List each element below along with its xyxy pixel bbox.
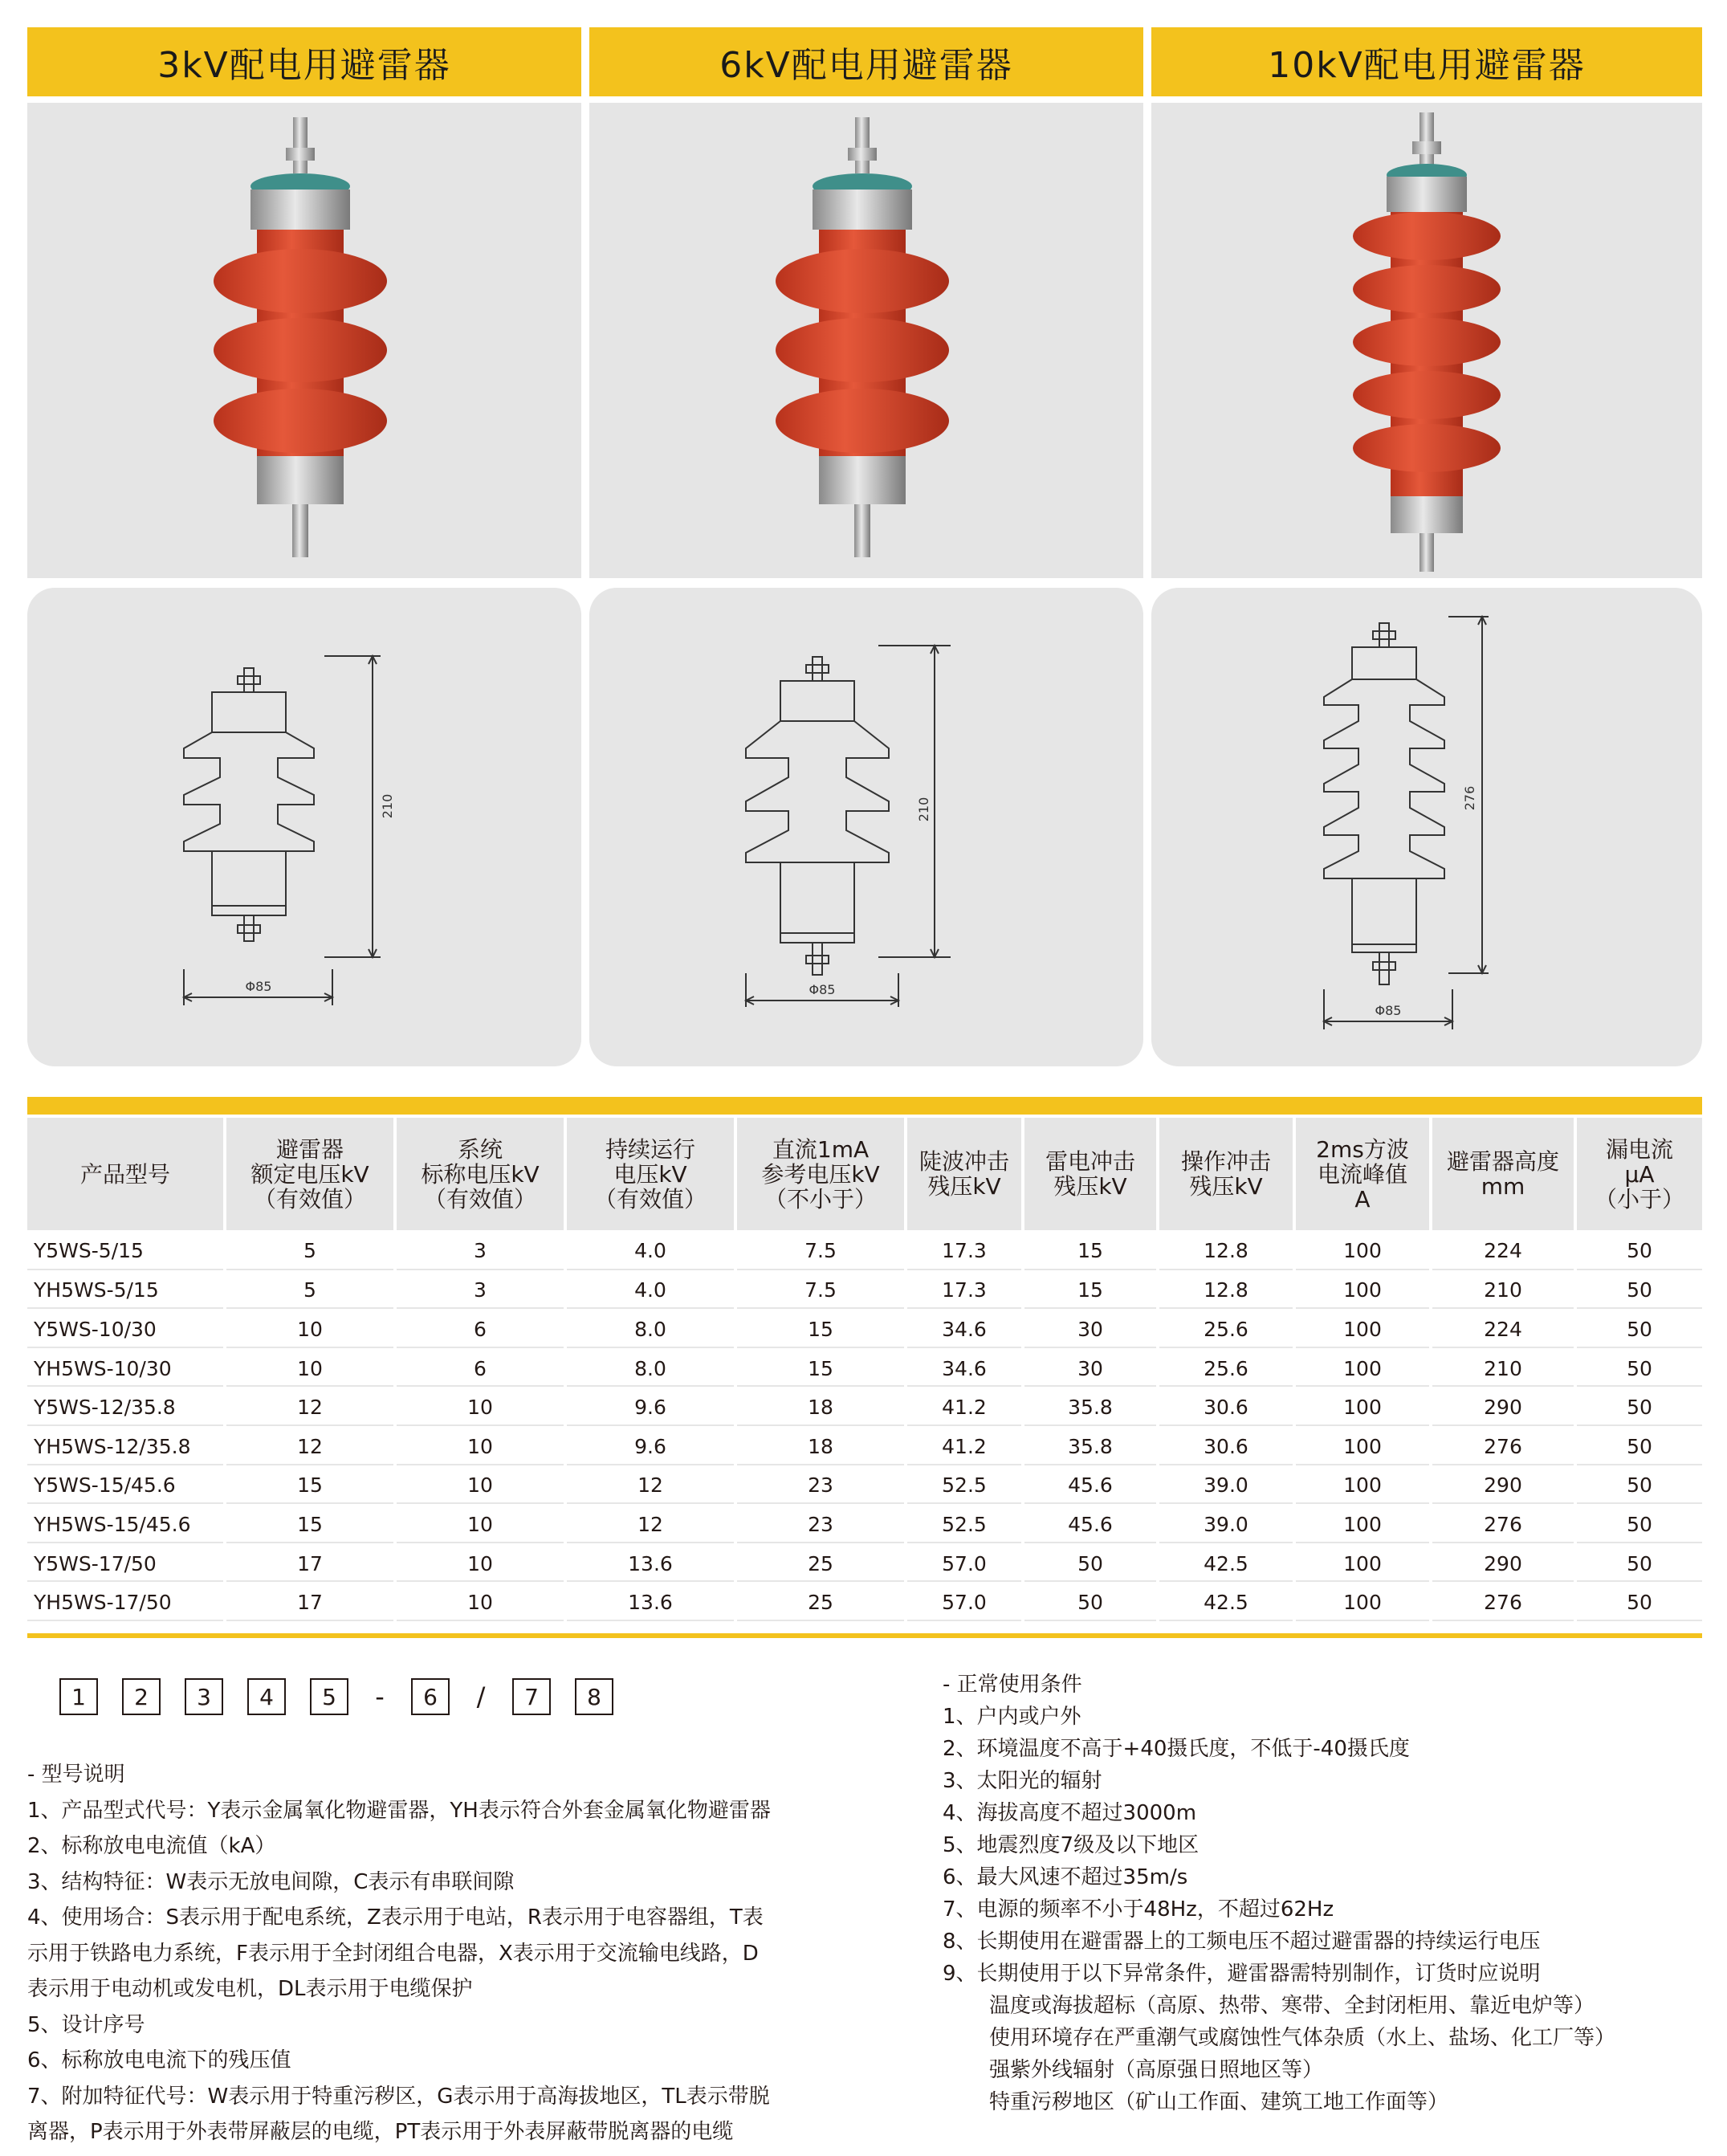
table-row — [27, 1503, 1702, 1543]
value-cell: 45.6 — [1023, 1503, 1158, 1543]
value-cell: 23 — [735, 1465, 906, 1504]
value-cell: 50 — [1575, 1543, 1702, 1582]
value-cell: 18 — [735, 1425, 906, 1465]
value-cell: 276 — [1431, 1503, 1575, 1543]
model-notes-title: - 型号说明 — [27, 1763, 125, 1787]
column-header — [1575, 1118, 1702, 1230]
value-cell: 34.6 — [906, 1347, 1023, 1387]
value-cell: 100 — [1294, 1386, 1431, 1425]
value-cell: 15 — [225, 1503, 395, 1543]
value-cell: 30.6 — [1158, 1425, 1294, 1465]
condition-line: 1、户内或户外 — [943, 1705, 1081, 1729]
value-cell: 276 — [1431, 1425, 1575, 1465]
header-6kv: 6kV配电用避雷器 — [589, 27, 1143, 96]
condition-line: 3、太阳光的辐射 — [943, 1769, 1102, 1793]
column-header — [27, 1118, 225, 1230]
value-cell: 10 — [395, 1465, 565, 1504]
value-cell: 10 — [395, 1425, 565, 1465]
value-cell: 39.0 — [1158, 1503, 1294, 1543]
column-header-line: 持续运行 — [605, 1135, 695, 1163]
condition-line: 8、长期使用在避雷器上的工频电压不超过避雷器的持续运行电压 — [943, 1930, 1541, 1954]
column-header — [1158, 1118, 1294, 1230]
model-cell: YH5WS-10/30 — [27, 1347, 225, 1387]
table-row — [27, 1581, 1702, 1620]
value-cell: 12 — [565, 1503, 735, 1543]
photo-3kv-arrester — [27, 103, 581, 578]
photo-6kv-arrester — [589, 103, 1143, 578]
column-header-line: 参考电压kV — [761, 1160, 880, 1188]
value-cell: 34.6 — [906, 1308, 1023, 1347]
model-cell: YH5WS-17/50 — [27, 1581, 225, 1620]
value-cell: 15 — [735, 1308, 906, 1347]
model-cell: Y5WS-12/35.8 — [27, 1386, 225, 1425]
value-cell: 224 — [1431, 1308, 1575, 1347]
column-header-line: 电压kV — [613, 1160, 687, 1188]
note-line: 4、使用场合：S表示用于配电系统，Z表示用于电站，R表示用于电容器组，T表 — [27, 1905, 764, 1930]
column-header-line: 避雷器高度 — [1446, 1148, 1559, 1175]
value-cell: 10 — [225, 1347, 395, 1387]
value-cell: 50 — [1023, 1543, 1158, 1582]
value-cell: 30.6 — [1158, 1386, 1294, 1425]
column-header-line: 系统 — [457, 1135, 503, 1163]
height-label-3kv: 210 — [380, 793, 395, 819]
column-header-line: 电流峰值 — [1317, 1160, 1407, 1188]
value-cell: 25.6 — [1158, 1347, 1294, 1387]
value-cell: 30 — [1023, 1347, 1158, 1387]
column-header — [565, 1118, 735, 1230]
arrester-3kv-illustration — [27, 103, 581, 578]
value-cell: 3 — [395, 1270, 565, 1309]
value-cell: 5 — [225, 1270, 395, 1309]
code-box: 3 — [185, 1678, 223, 1715]
value-cell: 25 — [735, 1581, 906, 1620]
table-row — [27, 1230, 1702, 1270]
header-10kv: 10kV配电用避雷器 — [1151, 27, 1702, 96]
column-header — [1023, 1118, 1158, 1230]
value-cell: 42.5 — [1158, 1543, 1294, 1582]
value-cell: 100 — [1294, 1465, 1431, 1504]
column-header — [225, 1118, 395, 1230]
value-cell: 23 — [735, 1503, 906, 1543]
column-header — [1431, 1118, 1575, 1230]
condition-line: 7、电源的频率不小于48Hz，不超过62Hz — [943, 1897, 1334, 1922]
table-row — [27, 1425, 1702, 1465]
arrester-10kv-illustration — [1151, 103, 1702, 578]
value-cell: 9.6 — [565, 1386, 735, 1425]
code-box: 4 — [247, 1678, 286, 1715]
value-cell: 41.2 — [906, 1425, 1023, 1465]
table-row — [27, 1270, 1702, 1309]
value-cell: 17 — [225, 1543, 395, 1582]
value-cell: 12 — [225, 1425, 395, 1465]
value-cell: 15 — [735, 1347, 906, 1387]
value-cell: 13.6 — [565, 1543, 735, 1582]
table-top-bar — [27, 1097, 1702, 1115]
model-cell: Y5WS-10/30 — [27, 1308, 225, 1347]
column-header-line: 残压kV — [927, 1173, 1001, 1200]
value-cell: 10 — [395, 1386, 565, 1425]
value-cell: 42.5 — [1158, 1581, 1294, 1620]
value-cell: 5 — [225, 1230, 395, 1270]
column-header-line: 产品型号 — [79, 1160, 170, 1188]
note-line: 1、产品型式代号：Y表示金属氧化物避雷器，YH表示符合外套金属氧化物避雷器 — [27, 1798, 771, 1823]
photo-10kv-arrester — [1151, 103, 1702, 578]
value-cell: 18 — [735, 1386, 906, 1425]
diameter-label-6kv: Φ85 — [809, 982, 836, 997]
value-cell: 50 — [1575, 1308, 1702, 1347]
value-cell: 9.6 — [565, 1425, 735, 1465]
value-cell: 4.0 — [565, 1230, 735, 1270]
value-cell: 290 — [1431, 1465, 1575, 1504]
value-cell: 12.8 — [1158, 1230, 1294, 1270]
note-line: 离器，P表示用于外表带屏蔽层的电缆，PT表示用于外表屏蔽带脱离器的电缆 — [27, 2120, 734, 2144]
code-box: 6 — [411, 1678, 450, 1715]
model-cell: Y5WS-5/15 — [27, 1230, 225, 1270]
arrester-6kv-illustration — [589, 103, 1143, 578]
note-line: 7、附加特征代号：W表示用于特重污秽区，G表示用于高海拔地区，TL表示带脱 — [27, 2084, 770, 2109]
column-header-line: （有效值） — [593, 1185, 707, 1212]
value-cell: 15 — [1023, 1230, 1158, 1270]
value-cell: 100 — [1294, 1543, 1431, 1582]
value-cell: 50 — [1575, 1270, 1702, 1309]
value-cell: 13.6 — [565, 1581, 735, 1620]
column-header-line: 避雷器 — [275, 1135, 344, 1163]
column-header-line: 雷电冲击 — [1045, 1148, 1135, 1175]
value-cell: 100 — [1294, 1503, 1431, 1543]
value-cell: 35.8 — [1023, 1425, 1158, 1465]
value-cell: 30 — [1023, 1308, 1158, 1347]
value-cell: 15 — [225, 1465, 395, 1504]
note-line: 2、标称放电电流值（kA） — [27, 1834, 276, 1858]
value-cell: 100 — [1294, 1308, 1431, 1347]
height-label-6kv: 210 — [916, 797, 931, 822]
drawing-10kv — [1151, 588, 1702, 1066]
value-cell: 276 — [1431, 1581, 1575, 1620]
condition-line: 6、最大风速不超过35m/s — [943, 1865, 1188, 1889]
value-cell: 100 — [1294, 1581, 1431, 1620]
diameter-label-10kv: Φ85 — [1375, 1003, 1402, 1018]
model-notes — [27, 1757, 862, 2150]
value-cell: 290 — [1431, 1386, 1575, 1425]
note-line: 6、标称放电电流下的残压值 — [27, 2048, 291, 2072]
value-cell: 17 — [225, 1581, 395, 1620]
code-box: 8 — [575, 1678, 613, 1715]
table-row — [27, 1308, 1702, 1347]
value-cell: 8.0 — [565, 1308, 735, 1347]
value-cell: 6 — [395, 1347, 565, 1387]
code-separator-slash: / — [476, 1681, 486, 1712]
column-header — [735, 1118, 906, 1230]
drawing-3kv — [27, 588, 581, 1066]
value-cell: 25 — [735, 1543, 906, 1582]
column-header-line: 标称电压kV — [421, 1160, 540, 1188]
value-cell: 50 — [1575, 1581, 1702, 1620]
note-line: 表示用于电动机或发电机，DL表示用于电缆保护 — [27, 1977, 473, 2001]
value-cell: 210 — [1431, 1270, 1575, 1309]
value-cell: 50 — [1575, 1425, 1702, 1465]
value-cell: 50 — [1575, 1503, 1702, 1543]
value-cell: 100 — [1294, 1347, 1431, 1387]
value-cell: 12 — [565, 1465, 735, 1504]
condition-line: 5、地震烈度7级及以下地区 — [943, 1833, 1200, 1857]
table-bottom-bar — [27, 1633, 1702, 1638]
value-cell: 3 — [395, 1230, 565, 1270]
value-cell: 17.3 — [906, 1270, 1023, 1309]
value-cell: 57.0 — [906, 1543, 1023, 1582]
note-line: 5、设计序号 — [27, 2012, 145, 2037]
height-label-10kv: 276 — [1462, 785, 1477, 811]
table-row — [27, 1386, 1702, 1425]
condition-sub-line: 特重污秽地区（矿山工作面、建筑工地工作面等） — [989, 2090, 1449, 2114]
table-body — [27, 1230, 1702, 1620]
value-cell: 25.6 — [1158, 1308, 1294, 1347]
value-cell: 15 — [1023, 1270, 1158, 1309]
value-cell: 50 — [1575, 1386, 1702, 1425]
note-line: 3、结构特征：W表示无放电间隙，C表示有串联间隙 — [27, 1869, 515, 1894]
table-row — [27, 1465, 1702, 1504]
condition-line: 9、长期使用于以下异常条件，避雷器需特别制作，订货时应说明 — [943, 1962, 1541, 1986]
table-row — [27, 1347, 1702, 1387]
model-cell: YH5WS-5/15 — [27, 1270, 225, 1309]
value-cell: 100 — [1294, 1230, 1431, 1270]
code-separator-dash: - — [375, 1681, 385, 1712]
condition-line: 2、环境温度不高于+40摄氏度，不低于-40摄氏度 — [943, 1737, 1410, 1761]
value-cell: 7.5 — [735, 1230, 906, 1270]
value-cell: 17.3 — [906, 1230, 1023, 1270]
conditions-title: - 正常使用条件 — [943, 1673, 1082, 1697]
column-header-line: （不小于） — [764, 1185, 877, 1212]
value-cell: 50 — [1575, 1465, 1702, 1504]
model-cell: YH5WS-12/35.8 — [27, 1425, 225, 1465]
column-header-line: A — [1354, 1185, 1371, 1212]
value-cell: 41.2 — [906, 1386, 1023, 1425]
code-box: 7 — [512, 1678, 551, 1715]
value-cell: 45.6 — [1023, 1465, 1158, 1504]
model-cell: YH5WS-15/45.6 — [27, 1503, 225, 1543]
table-row — [27, 1543, 1702, 1582]
value-cell: 7.5 — [735, 1270, 906, 1309]
condition-sub-line: 使用环境存在严重潮气或腐蚀性气体杂质（水上、盐场、化工厂等） — [989, 2026, 1616, 2050]
model-cell: Y5WS-17/50 — [27, 1543, 225, 1582]
drawing-6kv — [589, 588, 1143, 1066]
value-cell: 10 — [225, 1308, 395, 1347]
value-cell: 50 — [1575, 1347, 1702, 1387]
value-cell: 224 — [1431, 1230, 1575, 1270]
model-code — [59, 1678, 637, 1715]
code-box: 2 — [122, 1678, 161, 1715]
table-header-row — [27, 1118, 1702, 1230]
value-cell: 10 — [395, 1543, 565, 1582]
value-cell: 8.0 — [565, 1347, 735, 1387]
column-header-line: μA — [1624, 1160, 1655, 1188]
column-header — [395, 1118, 565, 1230]
column-header-line: 残压kV — [1053, 1173, 1127, 1200]
column-header-line: 陡波冲击 — [918, 1148, 1009, 1175]
value-cell: 50 — [1575, 1230, 1702, 1270]
column-header-line: mm — [1481, 1173, 1525, 1200]
value-cell: 50 — [1023, 1581, 1158, 1620]
value-cell: 10 — [395, 1503, 565, 1543]
condition-sub-line: 强紫外线辐射（高原强日照地区等） — [989, 2058, 1324, 2082]
condition-sub-line: 温度或海拔超标（高原、热带、寒带、全封闭柜用、靠近电炉等） — [989, 1994, 1595, 2018]
column-header-line: 2ms方波 — [1316, 1135, 1409, 1163]
diameter-label-3kv: Φ85 — [245, 979, 272, 994]
column-header-line: 漏电流 — [1605, 1135, 1673, 1163]
usage-conditions — [943, 1669, 1713, 2118]
value-cell: 12 — [225, 1386, 395, 1425]
condition-line: 4、海拔高度不超过3000m — [943, 1801, 1197, 1825]
model-cell: Y5WS-15/45.6 — [27, 1465, 225, 1504]
column-header-line: 残压kV — [1189, 1173, 1263, 1200]
column-header — [906, 1118, 1023, 1230]
column-header-line: （小于） — [1594, 1185, 1684, 1212]
value-cell: 10 — [395, 1581, 565, 1620]
value-cell: 12.8 — [1158, 1270, 1294, 1309]
value-cell: 4.0 — [565, 1270, 735, 1309]
value-cell: 290 — [1431, 1543, 1575, 1582]
value-cell: 6 — [395, 1308, 565, 1347]
value-cell: 100 — [1294, 1270, 1431, 1309]
column-header-line: 操作冲击 — [1180, 1148, 1271, 1175]
value-cell: 57.0 — [906, 1581, 1023, 1620]
code-box: 5 — [310, 1678, 348, 1715]
code-box: 1 — [59, 1678, 98, 1715]
column-header-line: （有效值） — [423, 1185, 536, 1212]
spec-table — [27, 1118, 1702, 1621]
column-header — [1294, 1118, 1431, 1230]
column-header-line: （有效值） — [253, 1185, 366, 1212]
header-3kv: 3kV配电用避雷器 — [27, 27, 581, 96]
value-cell: 35.8 — [1023, 1386, 1158, 1425]
value-cell: 39.0 — [1158, 1465, 1294, 1504]
value-cell: 100 — [1294, 1425, 1431, 1465]
note-line: 示用于铁路电力系统，F表示用于全封闭组合电器，X表示用于交流输电线路，D — [27, 1941, 759, 1966]
value-cell: 52.5 — [906, 1503, 1023, 1543]
value-cell: 52.5 — [906, 1465, 1023, 1504]
value-cell: 210 — [1431, 1347, 1575, 1387]
column-header-line: 额定电压kV — [250, 1160, 369, 1188]
column-header-line: 直流1mA — [772, 1135, 870, 1163]
